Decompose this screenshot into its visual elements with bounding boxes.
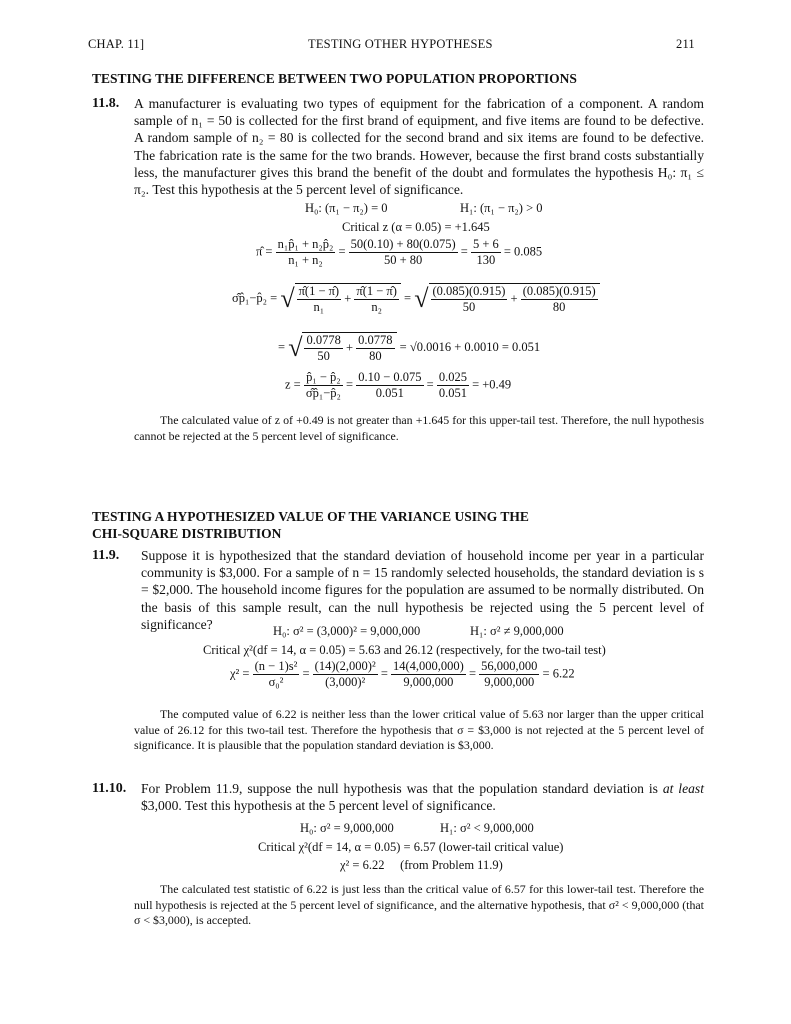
eq-h0-proportions: H₀: (π₁ − π₂) = 0 bbox=[305, 201, 388, 215]
section-heading-proportions: TESTING THE DIFFERENCE BETWEEN TWO POPULATION PROPORTIONS bbox=[92, 71, 577, 86]
conclusion-11-9: The computed value of 6.22 is neither less than the lower critical value of 5.63 nor larger than the upper critical value of 26.12 for this two-tail test. Therefore the hypothesis that σ = $3,000 is not rejected at the 5 percent level of significance. It is plausible that the population standard deviation is $3,000. bbox=[134, 707, 704, 752]
eq-h0-variance: H₀: σ² = (3,000)² = 9,000,000 bbox=[273, 624, 421, 638]
eq-pooled-proportion: π̂ = $\frac{\text{n₁p̂₁ + n₂p̂₂}}{\text{n₁ + n₂}}$ = $\frac{50(0.10) + 80(0.075)}{50 + 80}$ = $\frac{5 + 6}{130}$ = 0.085 bbox=[256, 237, 543, 267]
running-title: TESTING OTHER HYPOTHESES bbox=[308, 37, 493, 51]
section-heading-variance-line2: CHI-SQUARE DISTRIBUTION bbox=[92, 526, 282, 541]
eq-chi-square-reference: χ² = 6.22 (from Problem 11.9) bbox=[340, 858, 503, 872]
eq-h1-variance: H₁: σ² ≠ 9,000,000 bbox=[470, 624, 564, 638]
problem-number-11-10: 11.10. bbox=[92, 781, 127, 796]
chapter-label: CHAP. 11] bbox=[88, 37, 145, 51]
eq-z-statistic: z = $\frac{\text{p̂₁ − p̂₂}}{\text{σ̂p̂₁−p̂₂}}$ = $\frac{0.10 - 0.075}{0.051}$ = $\frac{0.025}{0.051}$ = +0.49 bbox=[285, 370, 512, 400]
eq-standard-error: σ̂p̂₁−p̂₂ = √ $\frac{\pî(1 - \pî)}{\text{n₁}}$ + $\frac{\pî(1 - \pî)}{\text{n₂}}$ = √ $\frac{(0.085)(0.915)}{50}$ + $\frac{(0.085)(0.915)}{80}$ bbox=[232, 283, 600, 315]
eq-chi-square-value: χ² = $\frac{\text{(n − 1)s²}}{\text{σ₀²}}$ = $\frac{\text{(14)(2,000)²}}{\text{(3,000)²}}$ = $\frac{14(4,000,000)}{9,000,000}$ = $\frac{56,000,000}{9,000,000}$ = 6.22 bbox=[230, 659, 575, 689]
eq-h1-proportions: H₁: (π₁ − π₂) > 0 bbox=[460, 201, 543, 215]
problem-number-11-8: 11.8. bbox=[92, 96, 120, 111]
eq-critical-chi-lower-tail: Critical χ²(df = 14, α = 0.05) = 6.57 (lower-tail critical value) bbox=[258, 840, 564, 854]
conclusion-11-8: The calculated value of z of +0.49 is not greater than +1.645 for this upper-tail test. Therefore, the null hypothesis cannot be rejected at the 5 percent level of significance. bbox=[134, 413, 704, 443]
section-heading-variance-line1: TESTING A HYPOTHESIZED VALUE OF THE VARIANCE USING THE bbox=[92, 509, 529, 524]
eq-critical-z: Critical z (α = 0.05) = +1.645 bbox=[342, 220, 490, 234]
eq-h1-lower-tail: H₁: σ² < 9,000,000 bbox=[440, 821, 534, 835]
eq-standard-error-value: = √ $\frac{0.0778}{50}$ + $\frac{0.0778}{80}$ = √0.0016 + 0.0010 = 0.051 bbox=[278, 333, 541, 363]
problem-11-8-text: A manufacturer is evaluating two types of equipment for the fabrication of a component. A random sample of n₁ = 50 is collected for the first brand of equipment, and five items are found to be defective. A random sample of n₂ = 80 is collected for the second brand and six items are found to be defective. The fabrication rate is the same for the two brands. However, because the first brand costs substantially less, the manufacturer gives this brand the benefit of the doubt and formulates the hypothesis H₀: π₁ ≤ π₂. Test this hypothesis at the 5 percent level of significance. bbox=[134, 96, 704, 198]
eq-h0-lower-tail: H₀: σ² = 9,000,000 bbox=[300, 821, 394, 835]
problem-number-11-9: 11.9. bbox=[92, 548, 120, 563]
eq-critical-chi-two-tail: Critical χ²(df = 14, α = 0.05) = 5.63 and 26.12 (respectively, for the two-tail test) bbox=[203, 643, 606, 657]
problem-11-9-text: Suppose it is hypothesized that the standard deviation of household income per year in a particular community is $3,000. For a sample of n = 15 randomly selected households, the standard deviation is s = $2,000. The household income figures for the population are assumed to be normally distributed. On the basis of this sample result, can the null hypothesis be rejected using the 5 percent level of significance? bbox=[141, 548, 704, 632]
page-number: 211 bbox=[676, 37, 695, 51]
conclusion-11-10: The calculated test statistic of 6.22 is just less than the critical value of 6.57 for this lower-tail test. Therefore the null hypothesis is rejected at the 5 percent level of significance, and the alternative hypothesis, that σ² < 9,000,000 (that σ < $3,000), is accepted. bbox=[134, 882, 704, 927]
problem-11-10-text: For Problem 11.9, suppose the null hypothesis was that the population standard deviation is at least $3,000. Test this hypothesis at the 5 percent level of significance. bbox=[141, 781, 704, 814]
